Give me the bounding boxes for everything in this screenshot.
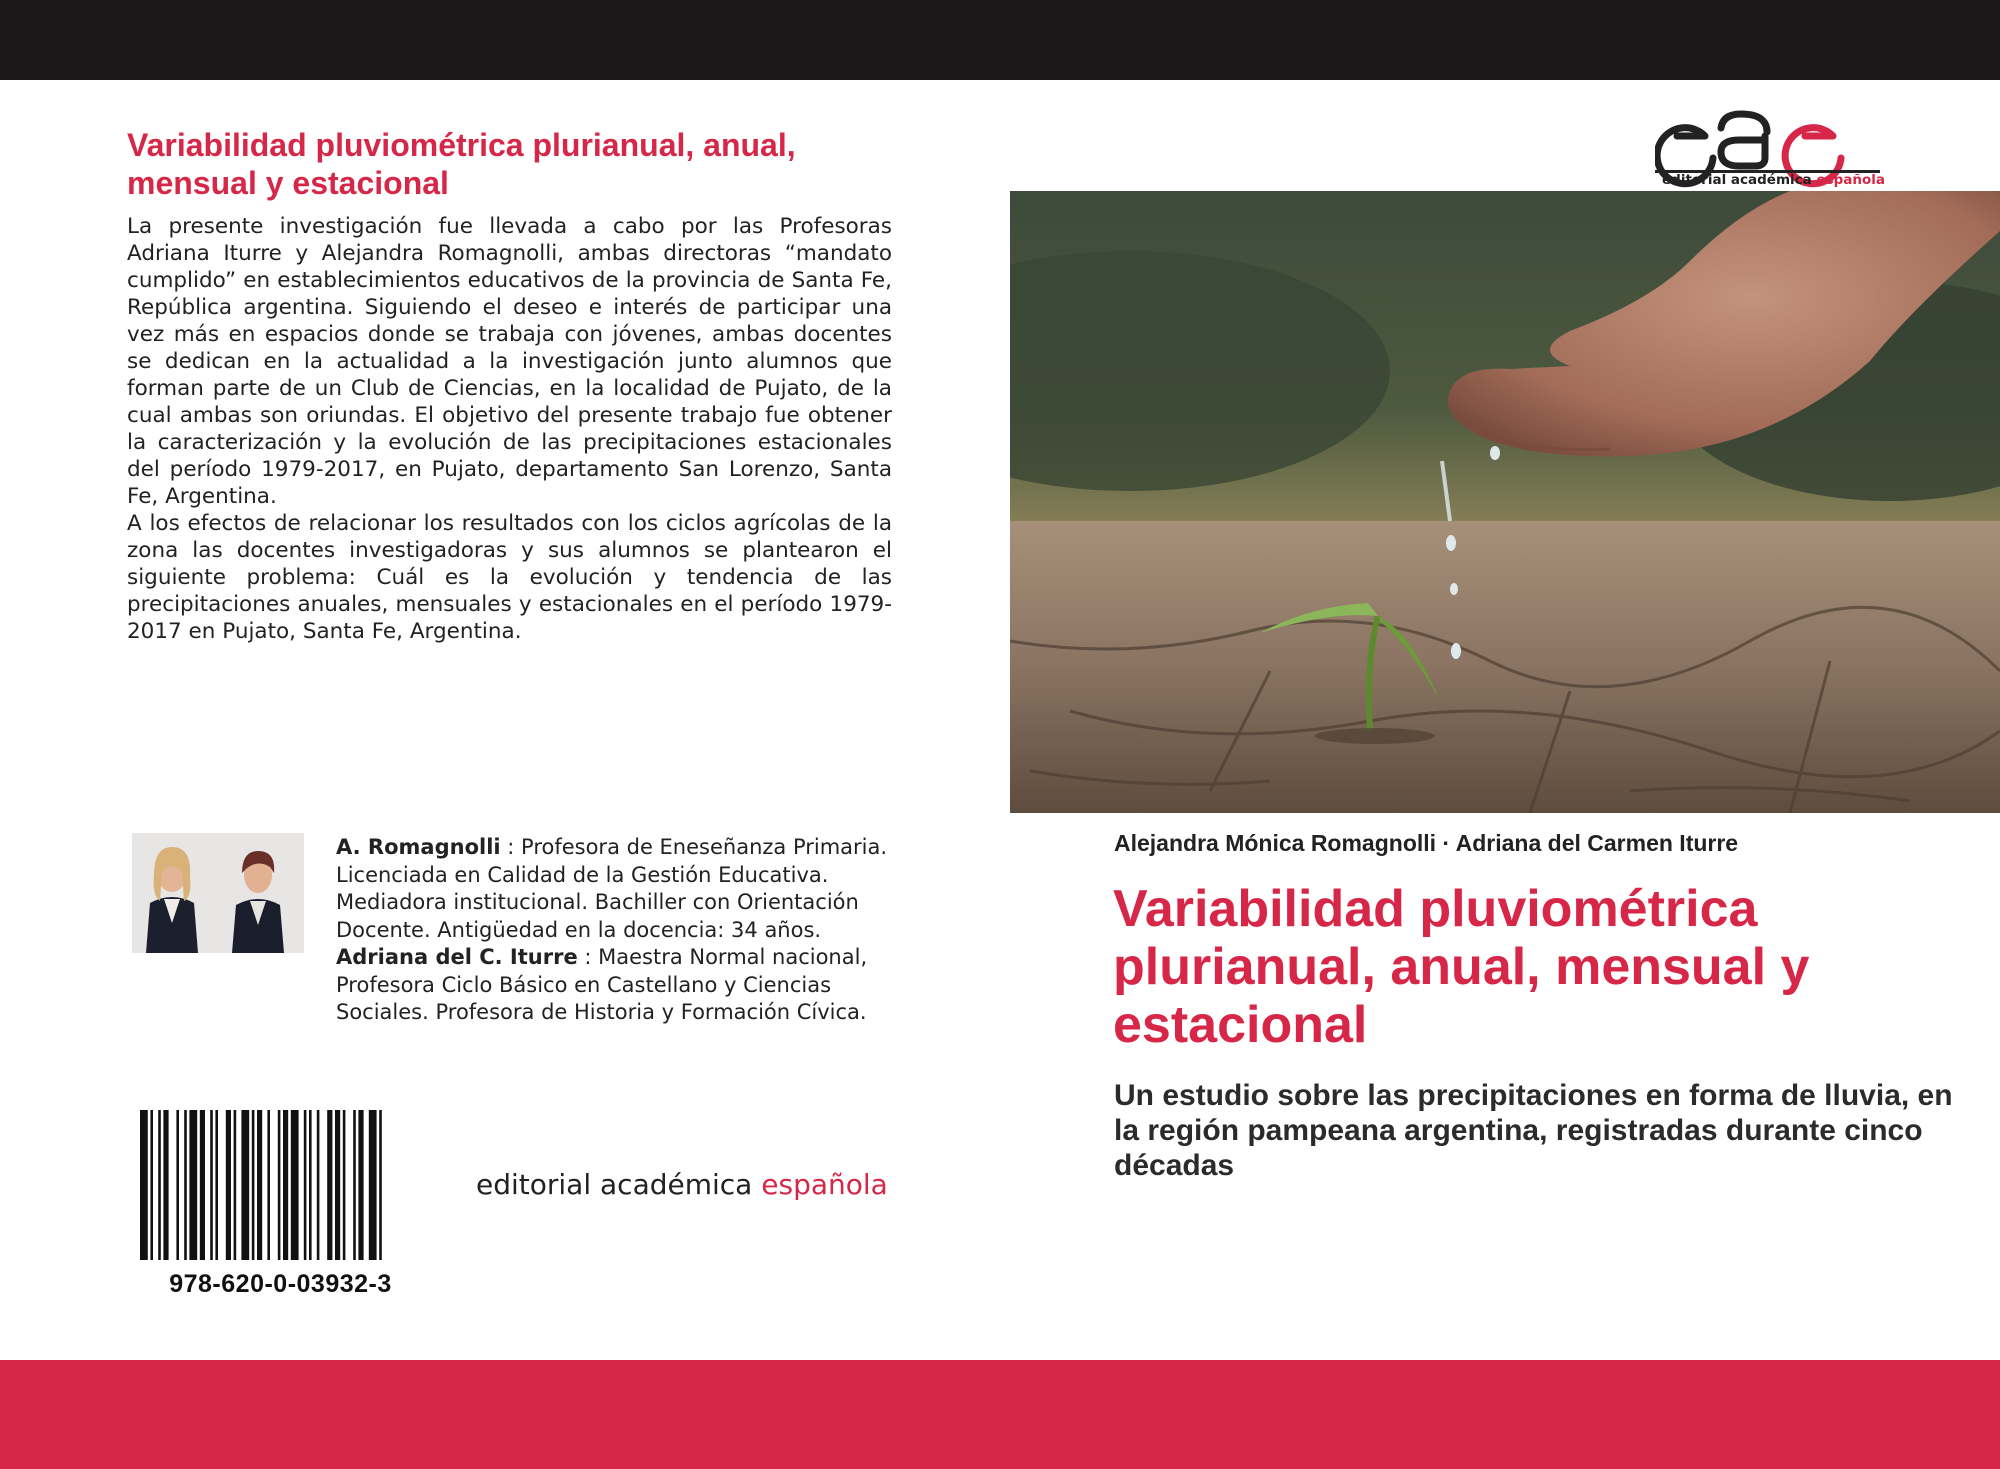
logo-caption-main: editorial académica <box>1662 172 1817 188</box>
front-cover-title: Variabilidad pluviométrica plurianual, anual, mensual y estacional <box>1113 880 1810 1054</box>
barcode-bar <box>241 1110 249 1260</box>
authors-photo <box>132 833 304 953</box>
authors-bio <box>336 834 896 1027</box>
logo-caption-accent: española <box>1816 172 1886 188</box>
cover-image <box>1010 191 2000 813</box>
barcode-bar <box>184 1110 187 1260</box>
barcode-bar <box>317 1110 320 1260</box>
barcode-bar <box>215 1110 218 1260</box>
author1-name: A. Romagnolli <box>336 835 501 859</box>
isbn-number: 978-620-0-03932-3 <box>169 1270 392 1298</box>
publisher-name-back <box>476 1168 888 1201</box>
barcode-bar <box>210 1110 213 1260</box>
author1-bio: : Profesora de Eneseñanza Primaria. Licenciada en Calidad de la Gestión Educativa. Mediadora institucional. Bachiller con Orientación Docente. Antigüedad en la docencia: 34 años. <box>336 835 888 942</box>
isbn-barcode <box>138 1110 423 1300</box>
author2-bio: : Maestra Normal nacional, Profesora Ciclo Básico en Castellano y Ciencias Sociales. Profesora de Historia y Formación Cívica. <box>336 945 868 1024</box>
author2-name: Adriana del C. Iturre <box>336 945 578 969</box>
barcode-bar <box>267 1110 270 1260</box>
front-cover-subtitle: Un estudio sobre las precipitaciones en forma de lluvia, en la región pampeana argentina, registradas durante cinco décadas <box>1114 1079 1953 1182</box>
barcode-bar <box>234 1110 237 1260</box>
barcode-bar <box>252 1110 255 1260</box>
barcode-bar <box>291 1110 299 1260</box>
barcode-bar <box>358 1110 363 1260</box>
barcode-bar <box>226 1110 231 1260</box>
barcode-bar <box>163 1110 168 1260</box>
barcode-bar <box>327 1110 332 1260</box>
back-cover-title: Variabilidad pluviométrica plurianual, anual, mensual y estacional <box>127 127 796 201</box>
bottom-band <box>0 1360 2000 1469</box>
barcode-bar <box>150 1110 153 1260</box>
description-paragraph-1: La presente investigación fue llevada a cabo por las Profesoras Adriana Iturre y Alejandra Romagnolli, ambas directoras “mandato cumplido” en establecimientos educativos de la provincia de Santa Fe, República argentina. Siguiendo el deseo e interés de participar una vez más en espacios donde se trabaja con jóvenes, ambas docentes se dedican en la actualidad a la investigación junto alumnos que forman parte de un Club de Ciencias, en la localidad de Pujato, de la cual ambas son oriundas. El objetivo del presente trabajo fue obtener la caracterización y la evolución de las precipitaciones estacionales del período 1979-2017, en Pujato, departamento San Lorenzo, Santa Fe, Argentina. <box>127 214 892 509</box>
publisher-accent: española <box>761 1168 888 1201</box>
back-cover-description <box>127 213 892 645</box>
barcode-bar <box>369 1110 377 1260</box>
top-band <box>0 0 2000 80</box>
barcode-bar <box>189 1110 197 1260</box>
bio-paragraph <box>336 834 896 1027</box>
barcode-bar <box>353 1110 356 1260</box>
barcode-bar <box>278 1110 281 1260</box>
description-paragraph-2: A los efectos de relacionar los resultados con los ciclos agrícolas de la zona las docentes investigadoras y sus alumnos se plantearon el siguiente problema: Cuál es la evolución y tendencia de las precipitaciones anuales, mensuales y estacionales en el período 1979-2017 en Pujato, Santa Fe, Argentina. <box>127 511 892 644</box>
authors-photo-icon <box>132 833 304 953</box>
logo-caption <box>1662 172 1887 188</box>
barcode-bar <box>257 1110 262 1260</box>
barcode-bar <box>309 1110 312 1260</box>
publisher-main: editorial académica <box>476 1168 762 1201</box>
barcode-bar <box>335 1110 340 1260</box>
barcode-icon <box>138 1110 423 1262</box>
barcode-bar <box>176 1110 179 1260</box>
barcode-bar <box>158 1110 161 1260</box>
barcode-bar <box>379 1110 382 1260</box>
barcode-bar <box>343 1110 346 1260</box>
barcode-bar <box>140 1110 148 1260</box>
barcode-bar <box>283 1110 288 1260</box>
barcode-bar <box>200 1110 205 1260</box>
front-authors: Alejandra Mónica Romagnolli · Adriana del Carmen Iturre <box>1114 830 1739 856</box>
barcode-bar <box>304 1110 307 1260</box>
